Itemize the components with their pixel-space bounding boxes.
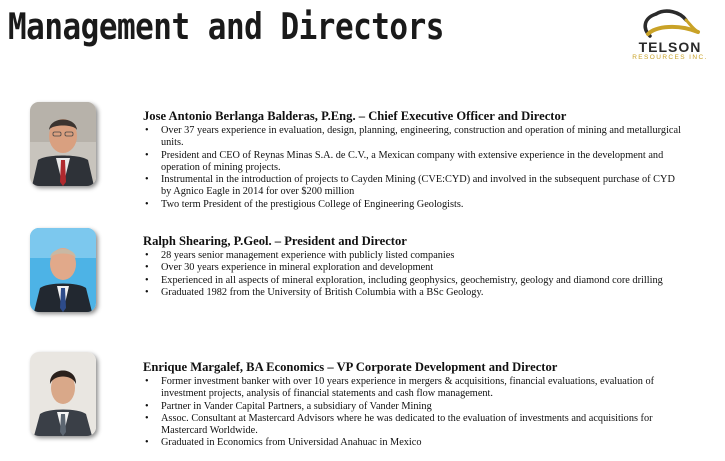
bio-bullet: • Two term President of the prestigious College of Engineering Geologists.	[143, 199, 683, 211]
bio-bullet: • Graduated in Economics from Universidad Anahuac in Mexico	[143, 437, 683, 449]
logo-subtitle: RESOURCES INC.	[632, 54, 708, 61]
bio-bullet: • Instrumental in the introduction of projects to Cayden Mining (CVE:CYD) and involved in the subsequent purchase of CYD by Agnico Eagle in 2014 for over $200 million	[143, 174, 683, 199]
bio-bullet: • Assoc. Consultant at Mastercard Advisors where he was dedicated to the evaluation of investments and acquisitions for Mastercard Worldwide.	[143, 413, 683, 438]
bio-bullet-list	[143, 376, 683, 450]
bull-horns-icon	[622, 6, 718, 42]
bio-bullet: • Over 30 years experience in mineral exploration and development	[143, 262, 683, 274]
bio-bullet: • Experienced in all aspects of mineral exploration, including geophysics, geochemistry, geology and diamond core drilling	[143, 275, 683, 287]
bio-bullet: • Former investment banker with over 10 years experience in mergers & acquisitions, financial evaluations, evaluation of investment projects, analysis of financial statements and cash flow management.	[143, 376, 683, 401]
portrait-photo-shearing	[30, 228, 96, 312]
bio-bullet: • Graduated 1982 from the University of British Columbia with a BSc Geology.	[143, 287, 683, 299]
page-title: Management and Directors	[8, 6, 444, 49]
bio-block-shearing	[143, 234, 683, 299]
bio-bullet: • 28 years senior management experience with publicly listed companies	[143, 250, 683, 262]
person-heading: Ralph Shearing, P.Geol. – President and Director	[143, 234, 407, 248]
company-logo	[622, 6, 718, 66]
portrait-photo-berlanga	[30, 102, 96, 186]
bio-bullet-list	[143, 125, 683, 211]
logo-wordmark: TELSON	[638, 39, 702, 55]
portrait-photo-margalef	[30, 352, 96, 436]
bio-block-berlanga	[143, 109, 683, 211]
bio-bullet-list	[143, 250, 683, 299]
bio-bullet: • Over 37 years experience in evaluation, design, planning, engineering, construction and operation of mining and metallurgical units.	[143, 125, 683, 150]
bio-block-margalef	[143, 360, 683, 450]
person-heading: Jose Antonio Berlanga Balderas, P.Eng. – Chief Executive Officer and Director	[143, 109, 567, 123]
bio-bullet: • Partner in Vander Capital Partners, a subsidiary of Vander Mining	[143, 401, 683, 413]
person-heading: Enrique Margalef, BA Economics – VP Corporate Development and Director	[143, 360, 558, 374]
bio-bullet: • President and CEO of Reynas Minas S.A. de C.V., a Mexican company with extensive experience in the development and operation of mining projects.	[143, 150, 683, 175]
